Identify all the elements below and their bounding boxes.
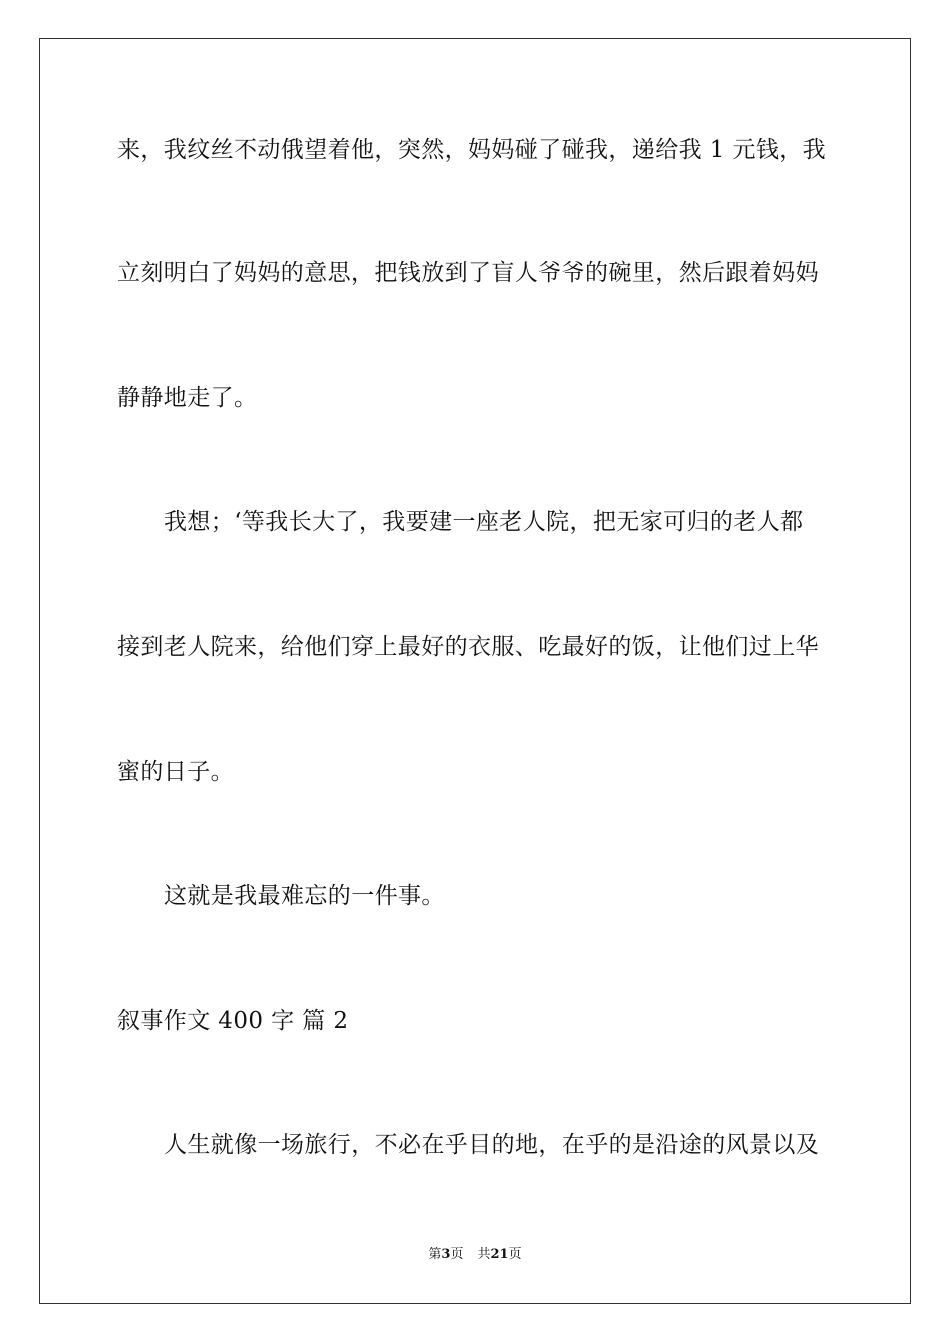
page-footer: [0, 1246, 950, 1264]
body-text-line: 静静地走了。: [117, 385, 258, 411]
footer-page-total: 21: [490, 1247, 509, 1262]
footer-page-suffix: 页: [450, 1247, 464, 1262]
footer-total-suffix: 页: [508, 1247, 522, 1262]
paragraph-start-line: 这就是我最难忘的一件事。: [164, 883, 445, 909]
body-text-line: 立刻明白了妈妈的意思，把钱放到了盲人爷爷的碗里，然后跟着妈妈: [117, 260, 819, 286]
footer-page-prefix: 第: [428, 1247, 442, 1262]
section-heading: 叙事作文 400 字 篇 2: [117, 1008, 349, 1034]
paragraph-start-line: 我想；‘等我长大了，我要建一座老人院，把无家可归的老人都: [164, 509, 804, 535]
paragraph-start-line: 人生就像一场旅行，不必在乎目的地，在乎的是沿途的风景以及: [164, 1132, 820, 1158]
body-text-line: 来，我纹丝不动俄望着他，突然，妈妈碰了碰我，递给我 1 元钱，我: [117, 137, 827, 163]
body-text-line: 蜜的日子。: [117, 759, 234, 785]
page-border: [39, 38, 911, 1304]
footer-total-prefix: 共: [477, 1247, 491, 1262]
body-text-line: 接到老人院来，给他们穿上最好的衣服、吃最好的饭，让他们过上华: [117, 634, 819, 660]
footer-page-current: 3: [441, 1247, 451, 1262]
